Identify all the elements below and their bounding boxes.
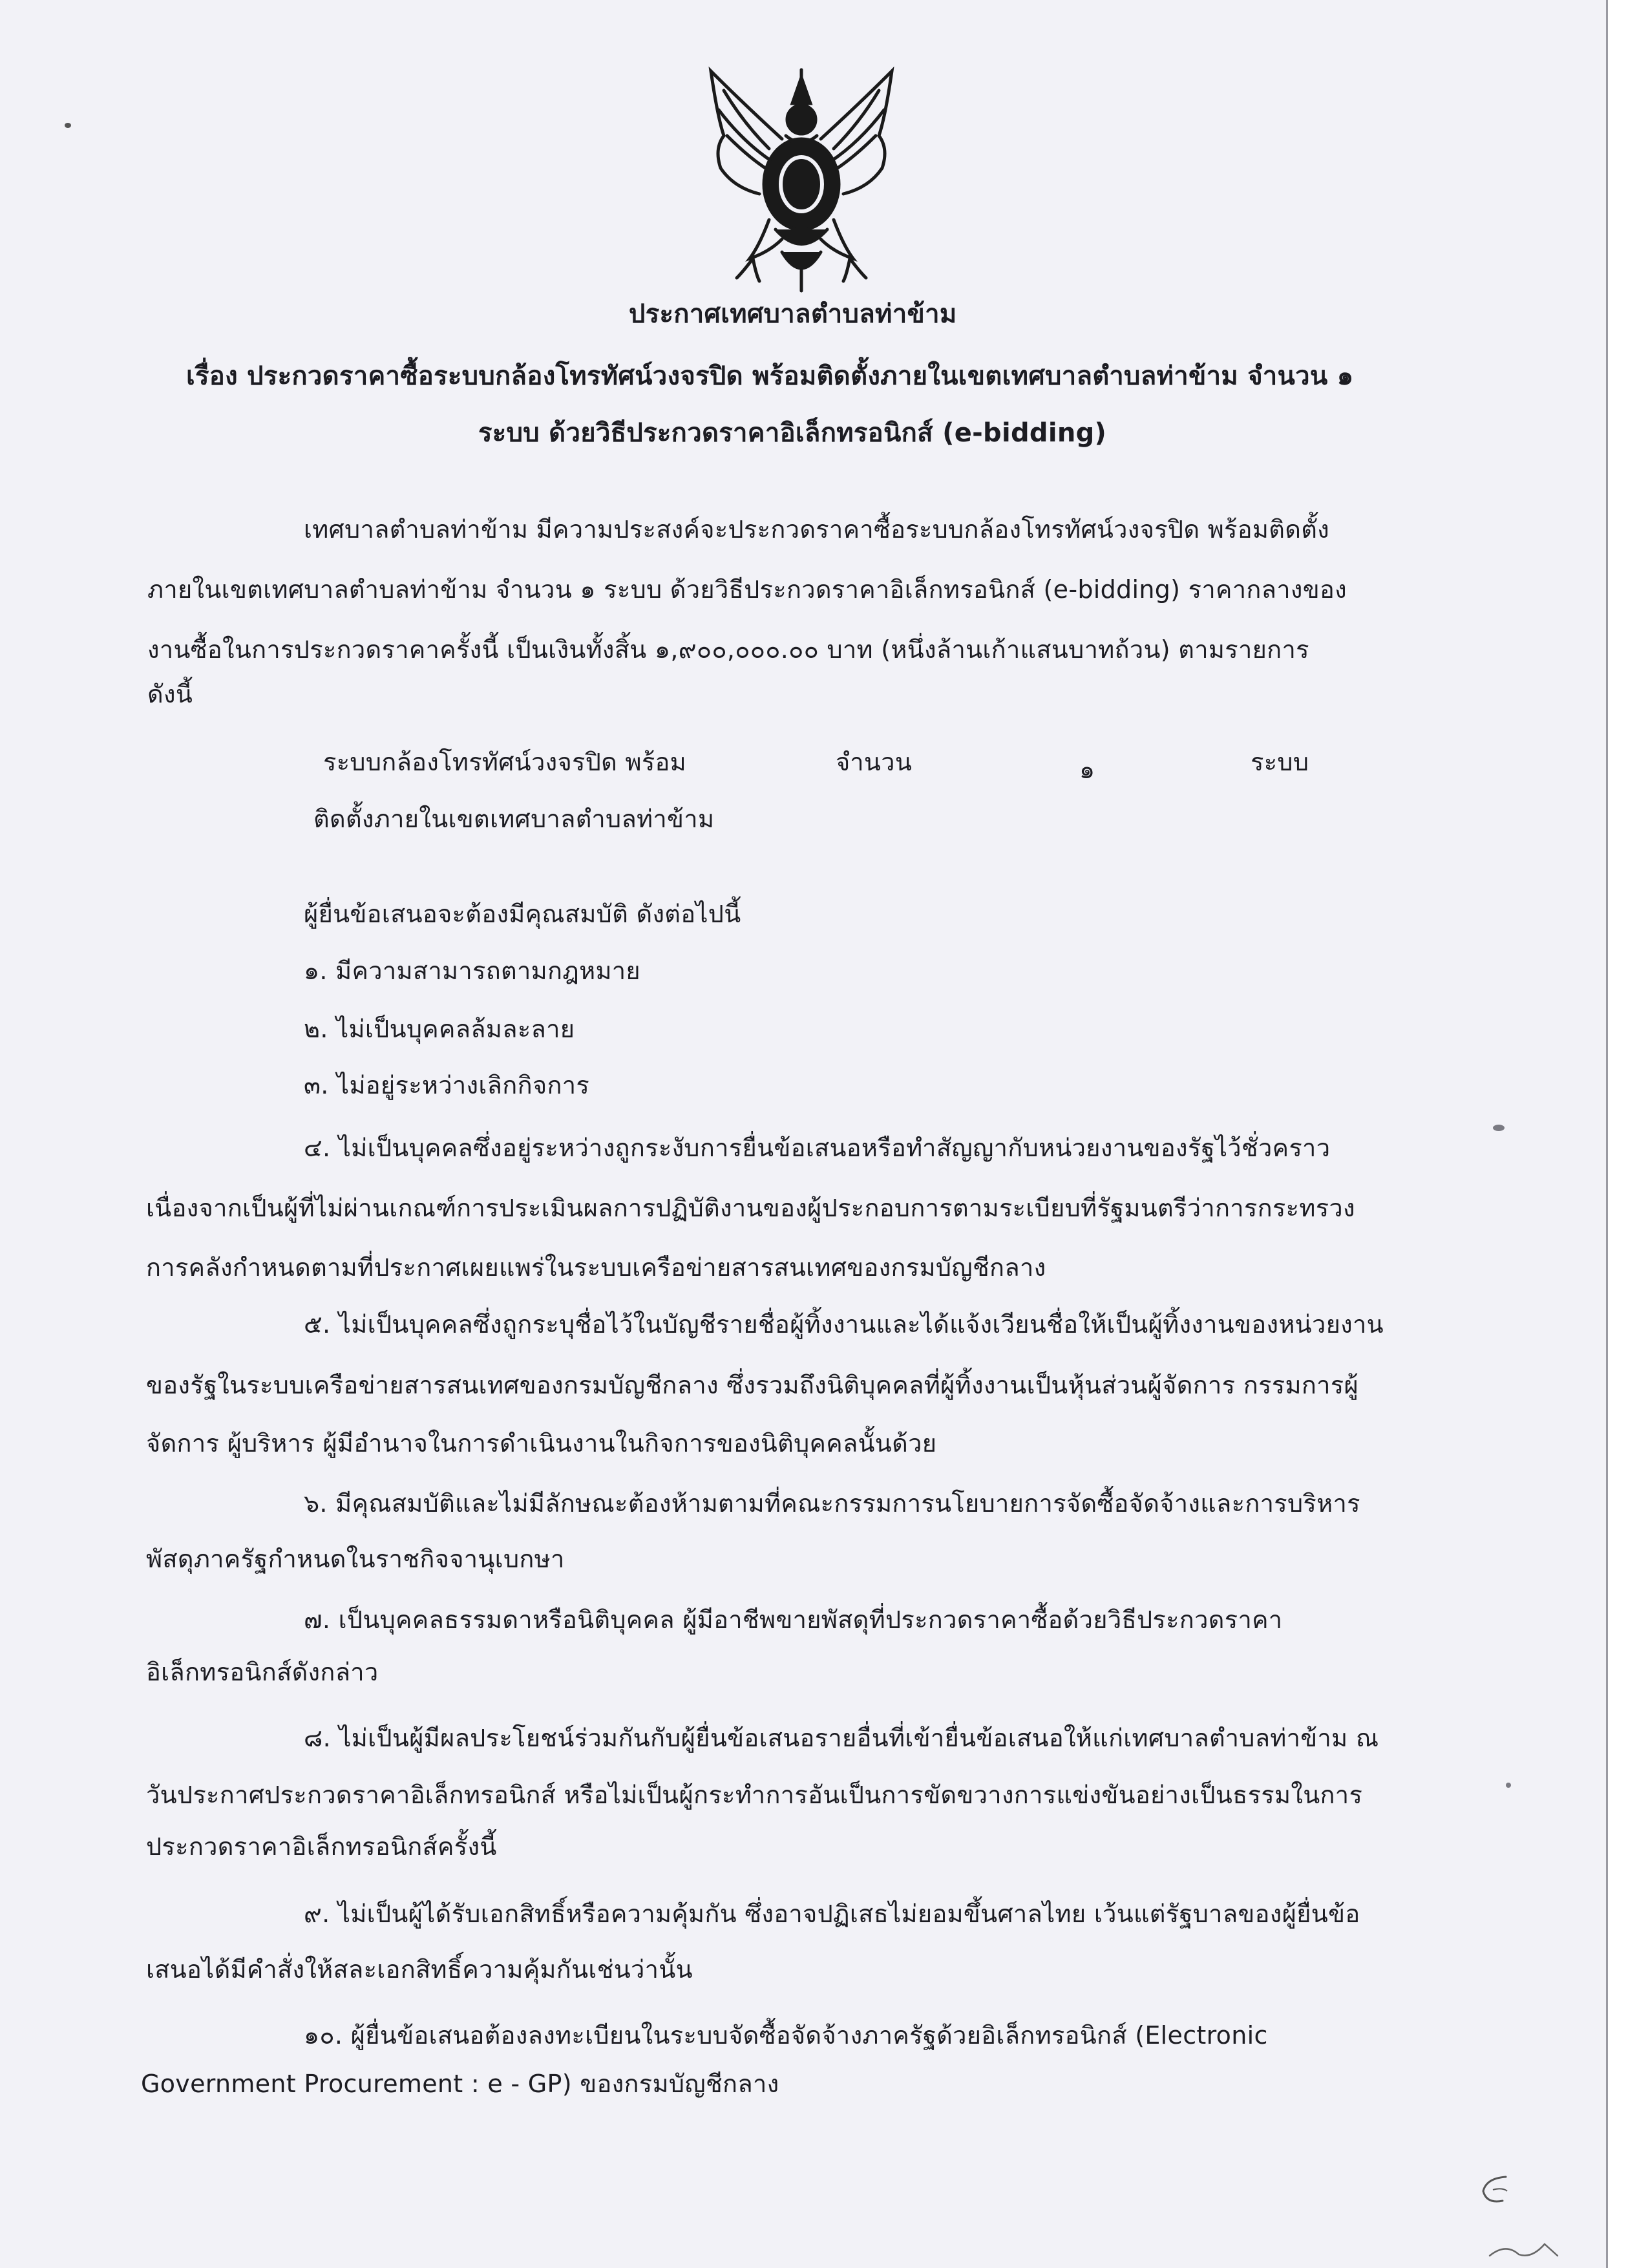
item-qty: ๑ (1079, 756, 1095, 784)
intro-line-3: งานซื้อในการประกวดราคาครั้งนี้ เป็นเงินทั้งสิ้น ๑,๙๐๐,๐๐๐.๐๐ บาท (หนึ่งล้านเก้าแสนบาทถ้วน) ตามรายการ (147, 635, 1309, 664)
qualification-8-line-1: ๘. ไม่เป็นผู้มีผลประโยชน์ร่วมกันกับผู้ยื่นข้อเสนอรายอื่นที่เข้ายื่นข้อเสนอให้แก่เทศบาลตำบลท่าข้าม ณ (304, 1724, 1379, 1752)
qualification-2: ๒. ไม่เป็นบุคคลล้มละลาย (304, 1015, 575, 1043)
scan-speck (1493, 1125, 1505, 1131)
qualification-8-line-3: ประกวดราคาอิเล็กทรอนิกส์ครั้งนี้ (146, 1832, 497, 1861)
qualification-5-line-1: ๕. ไม่เป็นบุคคลซึ่งถูกระบุชื่อไว้ในบัญชีรายชื่อผู้ทิ้งงานและได้แจ้งเวียนชื่อให้เป็นผู้ทิ้งงานของหน่วยงาน (304, 1310, 1384, 1339)
scan-edge (1606, 0, 1648, 2268)
qualification-7-line-1: ๗. เป็นบุคคลธรรมดาหรือนิติบุคคล ผู้มีอาชีพขายพัสดุที่ประกวดราคาซื้อด้วยวิธีประกวดราคา (304, 1606, 1283, 1634)
qualification-4-line-1: ๔. ไม่เป็นบุคคลซึ่งอยู่ระหว่างถูกระงับการยื่นข้อเสนอหรือทำสัญญากับหน่วยงานของรัฐไว้ชั่วคราว (304, 1134, 1331, 1162)
garuda-emblem (698, 65, 905, 297)
scan-speck (65, 123, 71, 128)
qualification-8-line-2: วันประกาศประกวดราคาอิเล็กทรอนิกส์ หรือไม่เป็นผู้กระทำการอันเป็นการขัดขวางการแข่งขันอย่างเป็นธรรมในการ (146, 1781, 1363, 1809)
qualification-9-line-2: เสนอได้มีคำสั่งให้สละเอกสิทธิ์ความคุ้มกันเช่นว่านั้น (146, 1955, 693, 1984)
item-qty-label: จำนวน (836, 748, 913, 776)
qualification-5-line-2: ของรัฐในระบบเครือข่ายสารสนเทศของกรมบัญชีกลาง ซึ่งรวมถึงนิติบุคคลที่ผู้ทิ้งงานเป็นหุ้นส่วนผู้จัดการ กรรมการผู้ (146, 1371, 1359, 1399)
qualification-10-line-2: Government Procurement : e - GP) ของกรมบัญชีกลาง (141, 2070, 779, 2098)
signature-mark (1486, 2236, 1564, 2262)
item-name-line-1: ระบบกล้องโทรทัศน์วงจรปิด พร้อม (323, 748, 687, 776)
announcement-title: ประกาศเทศบาลตำบลท่าข้าม (629, 299, 957, 329)
qualification-10-line-1: ๑๐. ผู้ยื่นข้อเสนอต้องลงทะเบียนในระบบจัดซื้อจัดจ้างภาครัฐด้วยอิเล็กทรอนิกส์ (Electronic (304, 2021, 1268, 2050)
qualification-4-line-3: การคลังกำหนดตามที่ประกาศเผยแพร่ในระบบเครือข่ายสารสนเทศของกรมบัญชีกลาง (146, 1253, 1046, 1282)
qualification-4-line-2: เนื่องจากเป็นผู้ที่ไม่ผ่านเกณฑ์การประเมินผลการปฏิบัติงานของผู้ประกอบการตามระเบียบที่รัฐมนตรีว่าการกระทรวง (146, 1194, 1355, 1222)
qualification-3: ๓. ไม่อยู่ระหว่างเลิกกิจการ (304, 1071, 590, 1099)
intro-line-4: ดังนี้ (147, 680, 193, 708)
intro-line-1: เทศบาลตำบลท่าข้าม มีความประสงค์จะประกวดราคาซื้อระบบกล้องโทรทัศน์วงจรปิด พร้อมติดตั้ง (304, 515, 1330, 544)
item-unit: ระบบ (1251, 748, 1309, 776)
qualifications-heading: ผู้ยื่นข้อเสนอจะต้องมีคุณสมบัติ ดังต่อไปนี้ (304, 900, 741, 928)
item-name-line-2: ติดตั้งภายในเขตเทศบาลตำบลท่าข้าม (313, 805, 715, 833)
intro-line-2: ภายในเขตเทศบาลตำบลท่าข้าม จำนวน ๑ ระบบ ด้วยวิธีประกวดราคาอิเล็กทรอนิกส์ (e-bidding) ราคากลางของ (147, 575, 1347, 604)
qualification-1: ๑. มีความสามารถตามกฎหมาย (304, 957, 640, 985)
qualification-6-line-2: พัสดุภาครัฐกำหนดในราชกิจจานุเบกษา (146, 1545, 565, 1573)
qualification-9-line-1: ๙. ไม่เป็นผู้ได้รับเอกสิทธิ์หรือความคุ้มกัน ซึ่งอาจปฏิเสธไม่ยอมขึ้นศาลไทย เว้นแต่รัฐบาลของผู้ยื่นข้อ (304, 1900, 1360, 1928)
scan-speck (1506, 1783, 1511, 1788)
qualification-5-line-3: จัดการ ผู้บริหาร ผู้มีอำนาจในการดำเนินงานในกิจการของนิติบุคคลนั้นด้วย (146, 1429, 937, 1457)
qualification-6-line-1: ๖. มีคุณสมบัติและไม่มีลักษณะต้องห้ามตามที่คณะกรรมการนโยบายการจัดซื้อจัดจ้างและการบริหาร (304, 1489, 1360, 1518)
qualification-7-line-2: อิเล็กทรอนิกส์ดังกล่าว (146, 1658, 379, 1686)
subject-line-1: เรื่อง ประกวดราคาซื้อระบบกล้องโทรทัศน์วงจรปิด พร้อมติดตั้งภายในเขตเทศบาลตำบลท่าข้าม จำนวน ๑ (186, 361, 1354, 391)
subject-line-2: ระบบ ด้วยวิธีประกวดราคาอิเล็กทรอนิกส์ (e-bidding) (478, 418, 1107, 448)
handwritten-initial (1467, 2172, 1519, 2210)
